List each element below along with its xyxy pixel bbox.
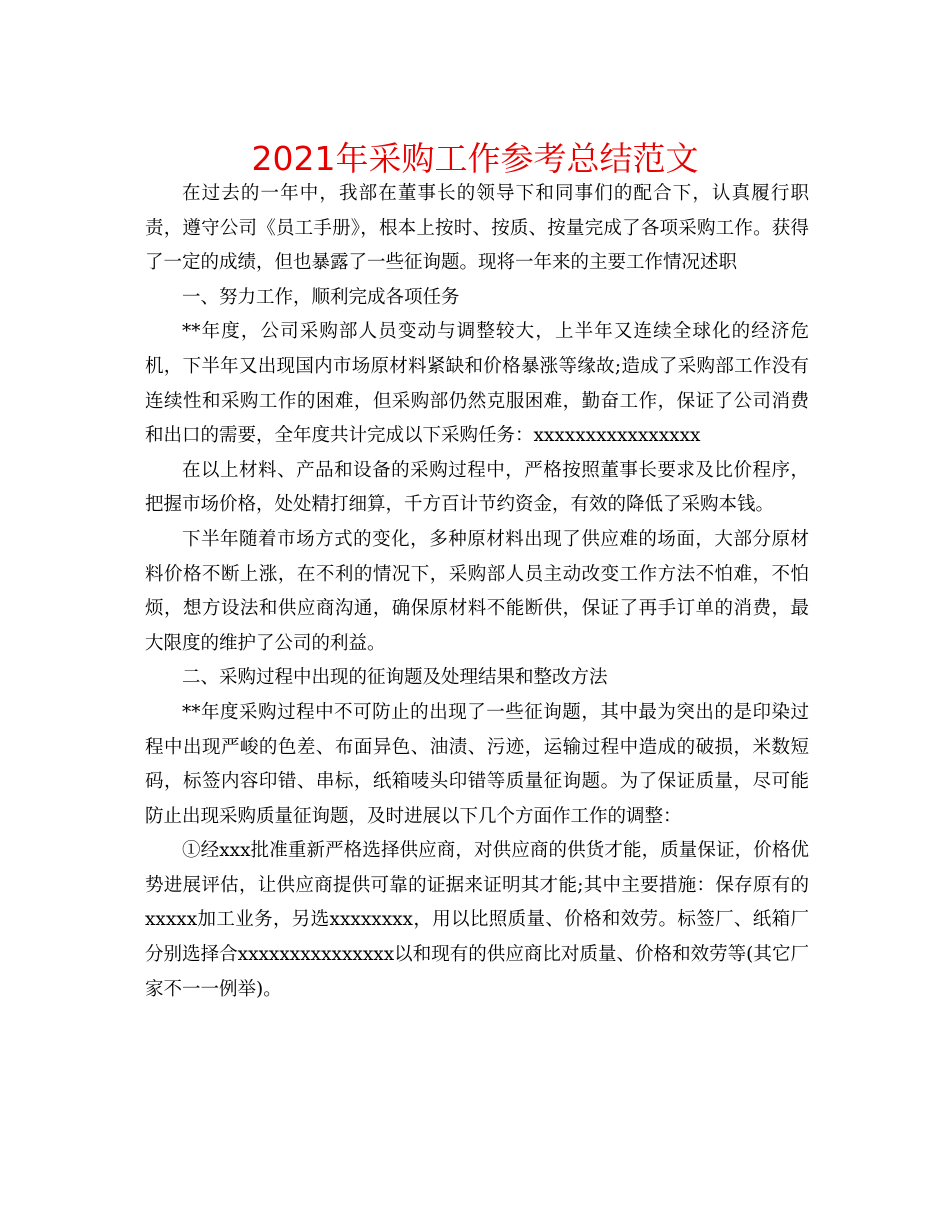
paragraph-supplier-selection: ①经xxx批准重新严格选择供应商，对供应商的供货才能，质量保证，价格优势进展评估，让供应商提供可靠的证据来证明其才能;其中主要措施：保存原有的xxxxx加工业务，另选xxxxxxxx，用以比照质量、价格和效劳。标签厂、纸箱厂分别选择合xxxxxxxxxxxxxxx以和现有的供应商比对质量、价格和效劳等(其它厂家不一一例举)。 — [145, 840, 809, 1000]
document-body — [145, 177, 809, 1007]
paragraph-annual-summary: **年度，公司采购部人员变动与调整较大，上半年又连续全球化的经济危机，下半年又出现国内市场原材料紧缺和价格暴涨等缘故;造成了采购部工作没有连续性和采购工作的困难，但采购部仍然克服困难，勤奋工作，保证了公司消费和出口的需要，全年度共计完成以下采购任务：xxxxxxxxxxxxxxxx — [145, 321, 809, 447]
paragraph-intro: 在过去的一年中，我部在董事长的领导下和同事们的配合下，认真履行职责，遵守公司《员工手册》，根本上按时、按质、按量完成了各项采购工作。获得了一定的成绩，但也暴露了一些征询题。现将一年来的主要工作情况述职 — [145, 183, 809, 274]
paragraph-price-control: 在以上材料、产品和设备的采购过程中，严格按照董事长要求及比价程序，把握市场价格，处处精打细算，千方百计节约资金，有效的降低了采购本钱。 — [145, 459, 809, 516]
paragraph-supply-shortage: 下半年随着市场方式的变化，多种原材料出现了供应难的场面，大部分原材料价格不断上涨，在不利的情况下，采购部人员主动改变工作方法不怕难，不怕烦，想方设法和供应商沟通，确保原材料不能断供，保证了再手订单的消费，最大限度的维护了公司的利益。 — [145, 528, 809, 654]
document-title: 2021年采购工作参考总结范文 — [251, 139, 699, 178]
section-heading-2: 二、采购过程中出现的征询题及处理结果和整改方法 — [182, 667, 608, 689]
paragraph-quality-issues: **年度采购过程中不可防止的出现了一些征询题，其中最为突出的是印染过程中出现严峻的色差、布面异色、油渍、污迹，运输过程中造成的破损，米数短码，标签内容印错、串标，纸箱唛头印错等质量征询题。为了保证质量，尽可能防止出现采购质量征询题，及时进展以下几个方面作工作的调整： — [145, 701, 809, 827]
section-heading-1: 一、努力工作，顺利完成各项任务 — [182, 286, 460, 308]
